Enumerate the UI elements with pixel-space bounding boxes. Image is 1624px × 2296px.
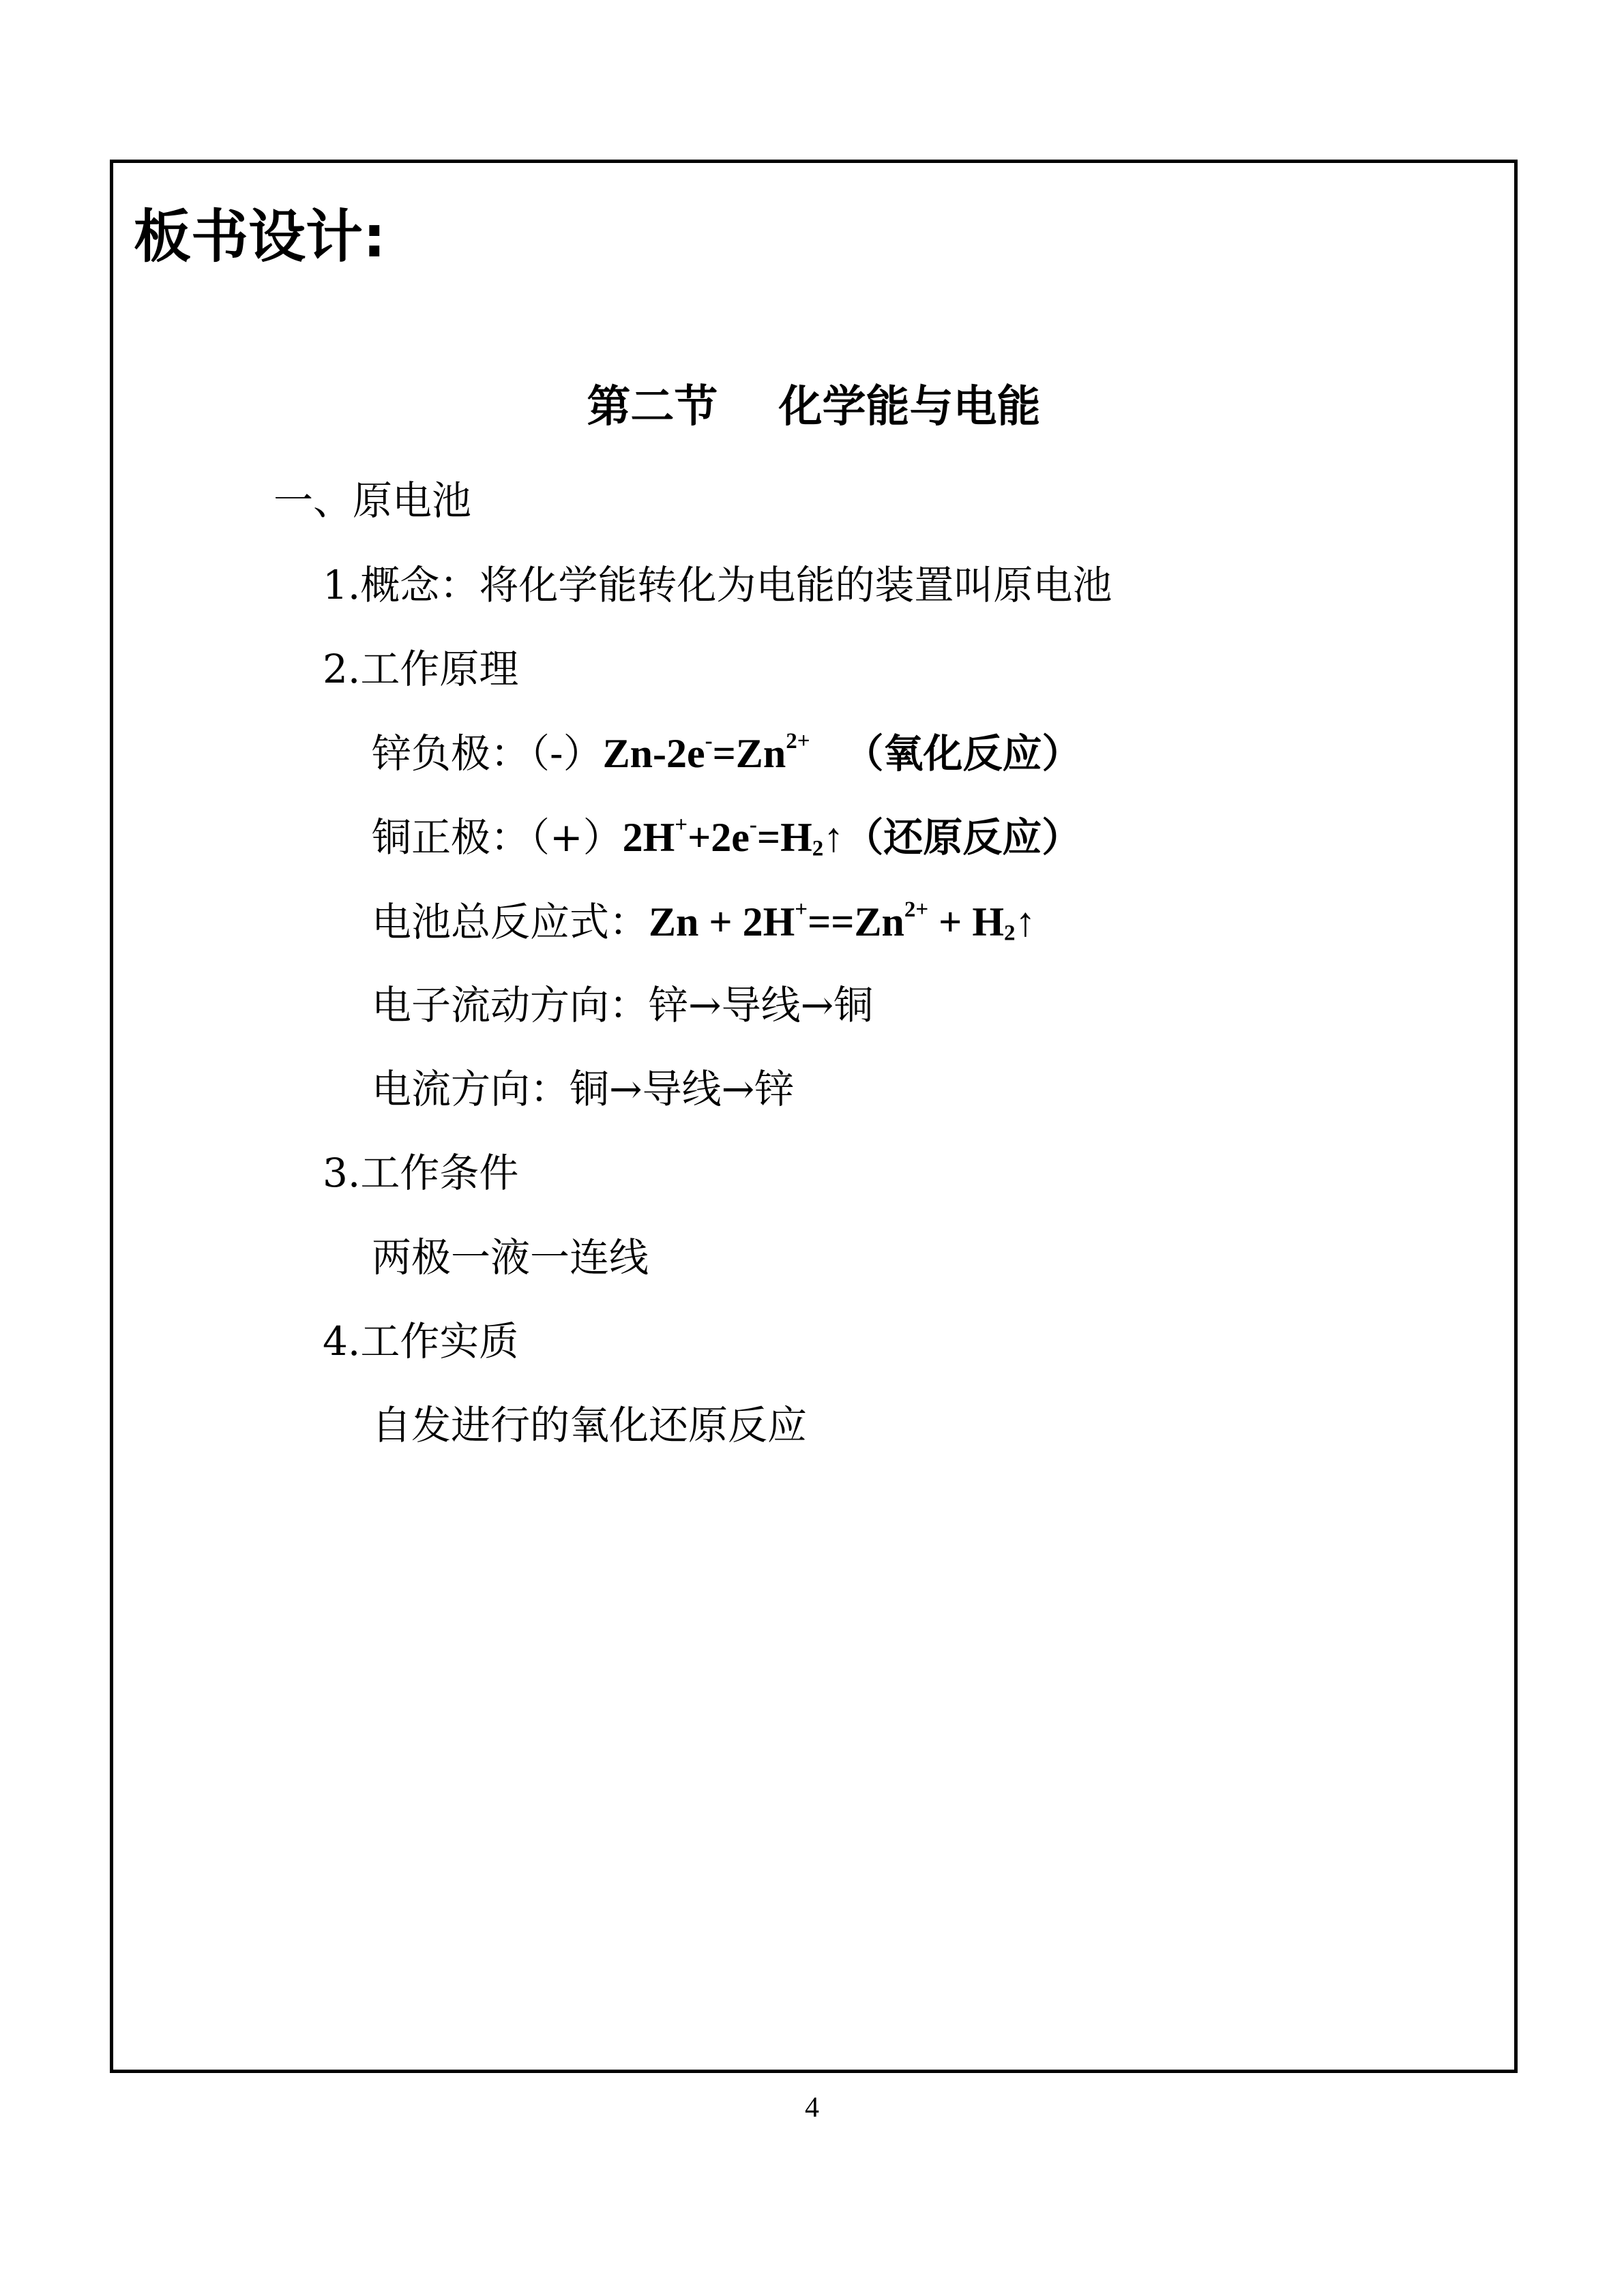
zinc-formula-sup: - bbox=[705, 728, 713, 754]
total-reaction-equation bbox=[649, 899, 1036, 944]
copper-formula-part: +2e bbox=[688, 815, 750, 860]
section-title: 第二节 化学能与电能 bbox=[587, 382, 1041, 432]
working-principle-heading: 2.工作原理 bbox=[323, 646, 519, 692]
zinc-half-reaction bbox=[602, 728, 810, 776]
current-flow-line: 电流方向：铜→导线→锌 bbox=[372, 1066, 795, 1112]
electron-flow-line: 电子流动方向：锌→导线→铜 bbox=[372, 982, 874, 1028]
total-reaction-line bbox=[372, 897, 1036, 946]
copper-formula-part: =H bbox=[756, 815, 812, 860]
lesson-board-frame bbox=[110, 160, 1518, 2073]
working-conditions-text: 两极一液一连线 bbox=[372, 1234, 649, 1281]
board-design-heading: 板书设计: bbox=[134, 203, 386, 270]
copper-formula-part: 2H bbox=[622, 815, 675, 860]
copper-electrode-label: 铜正极：（+） bbox=[372, 814, 623, 861]
total-formula-sub: 2 bbox=[1004, 921, 1016, 946]
gas-arrow: ↑ bbox=[1015, 899, 1036, 944]
reduction-note: （还原反应） bbox=[844, 814, 1082, 861]
oxidation-note: （氧化反应） bbox=[844, 730, 1082, 777]
total-formula-part: Zn + 2H bbox=[649, 899, 795, 944]
total-formula-part: ==Zn bbox=[808, 899, 904, 944]
gas-arrow: ↑ bbox=[823, 815, 844, 860]
page-number: 4 bbox=[805, 2092, 819, 2123]
zinc-formula-part: Zn-2e bbox=[602, 731, 705, 776]
zinc-electrode-label: 锌负极：（-） bbox=[372, 730, 603, 777]
zinc-negative-electrode-line bbox=[372, 728, 1082, 777]
total-formula-sup: + bbox=[795, 897, 808, 922]
copper-formula-sub: 2 bbox=[812, 836, 824, 861]
zinc-formula-sup: 2+ bbox=[786, 728, 810, 754]
copper-positive-electrode-line bbox=[372, 812, 1082, 861]
working-conditions-heading: 3.工作条件 bbox=[323, 1150, 519, 1196]
total-formula-sup: 2+ bbox=[904, 897, 929, 922]
primary-battery-heading: 一、原电池 bbox=[274, 477, 472, 524]
working-essence-text: 自发进行的氧化还原反应 bbox=[372, 1402, 808, 1448]
total-formula-part: + H bbox=[928, 899, 1005, 944]
concept-line: 1.概念：将化学能转化为电能的装置叫原电池 bbox=[323, 562, 1112, 608]
copper-formula-sup: + bbox=[675, 812, 688, 837]
copper-formula-sup: - bbox=[749, 812, 757, 837]
zinc-formula-part: =Zn bbox=[712, 731, 786, 776]
total-reaction-label: 电池总反应式： bbox=[372, 899, 649, 945]
copper-half-reaction bbox=[622, 812, 844, 861]
working-essence-heading: 4.工作实质 bbox=[323, 1318, 519, 1365]
